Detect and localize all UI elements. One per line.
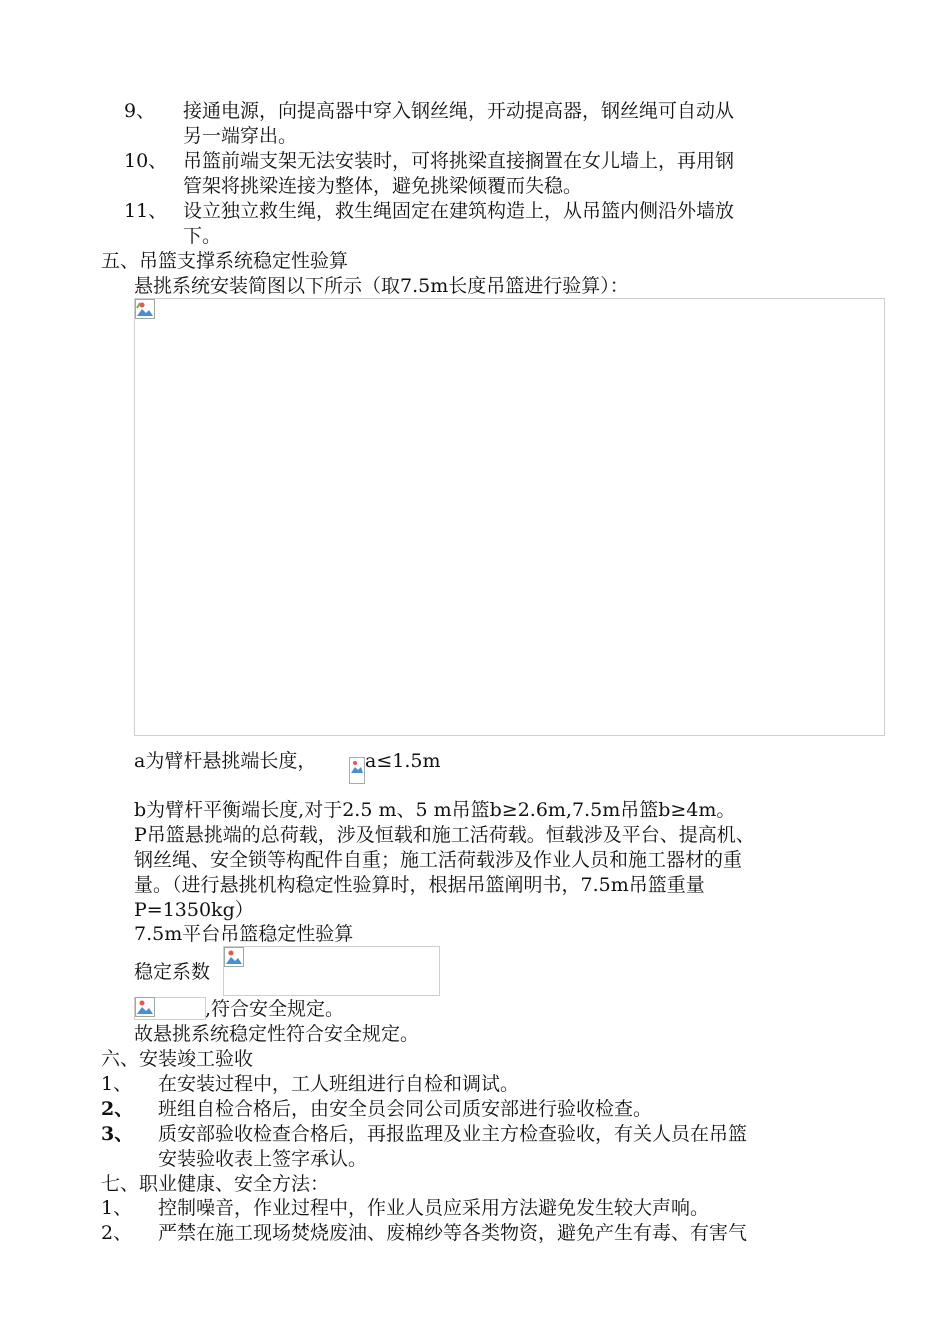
paragraph: P=1350kg） xyxy=(134,899,254,921)
figure-frame xyxy=(134,298,885,736)
paragraph: a为臂杆悬挑端长度， xyxy=(134,750,317,772)
list-text: 吊篮前端支架无法安装时，可将挑梁直接搁置在女儿墙上，再用钢 xyxy=(183,150,735,172)
list-number: 1、 xyxy=(101,1197,133,1219)
section-heading: 五、吊篮支撑系统稳定性验算 xyxy=(101,250,349,272)
paragraph: b为臂杆平衡端长度,对于2.5 m、5 m吊篮b≥2.6m,7.5m吊篮b≥4m。 xyxy=(134,799,736,821)
paragraph: 钢丝绳、安全锁等构配件自重；施工活荷载涉及作业人员和施工器材的重 xyxy=(134,849,743,871)
list-number: 10、 xyxy=(124,150,168,172)
broken-image-icon xyxy=(349,757,365,784)
list-number: 2、 xyxy=(101,1222,133,1244)
list-number: 3、 xyxy=(101,1123,134,1145)
list-number: 2、 xyxy=(101,1098,134,1120)
list-text: 严禁在施工现场焚烧废油、废棉纱等各类物资，避免产生有毒、有害气 xyxy=(158,1222,748,1244)
paragraph: a≤1.5m xyxy=(365,750,441,772)
list-text: 班组自检合格后，由安全员会同公司质安部进行验收检查。 xyxy=(158,1098,653,1120)
list-text: 安装验收表上签字承认。 xyxy=(158,1148,368,1170)
paragraph: 稳定系数 xyxy=(134,961,211,983)
list-number: 1、 xyxy=(101,1073,133,1095)
list-number: 11、 xyxy=(124,200,168,222)
section-heading: 六、安装竣工验收 xyxy=(101,1048,254,1070)
broken-image-icon xyxy=(224,947,244,967)
section-heading: 七、职业健康、安全方法： xyxy=(101,1173,330,1195)
list-number: 9、 xyxy=(124,100,156,122)
paragraph: 7.5m平台吊篮稳定性验算 xyxy=(134,923,354,945)
list-text: 接通电源，向提高器中穿入钢丝绳，开动提高器，钢丝绳可自动从 xyxy=(183,100,735,122)
paragraph: ,符合安全规定。 xyxy=(205,998,345,1020)
paragraph: 量。（进行悬挑机构稳定性验算时，根据吊篮阐明书，7.5m吊篮重量 xyxy=(134,874,705,896)
list-text: 另一端穿出。 xyxy=(183,125,298,147)
paragraph: 悬挑系统安装简图以下所示（取7.5m长度吊篮进行验算）： xyxy=(134,275,629,297)
list-text: 管架将挑梁连接为整体，避免挑梁倾覆而失稳。 xyxy=(183,175,583,197)
paragraph: 故悬挑系统稳定性符合安全规定。 xyxy=(134,1023,420,1045)
broken-image-icon xyxy=(135,299,155,319)
list-text: 下。 xyxy=(183,225,222,247)
list-text: 质安部验收检查合格后，再报监理及业主方检查验收，有关人员在吊篮 xyxy=(158,1123,748,1145)
list-text: 在安装过程中，工人班组进行自检和调试。 xyxy=(158,1073,520,1095)
list-text: 设立独立救生绳，救生绳固定在建筑构造上，从吊篮内侧沿外墙放 xyxy=(183,200,735,222)
formula-frame xyxy=(223,946,440,996)
broken-image-icon xyxy=(135,997,155,1017)
paragraph: P吊篮悬挑端的总荷载，涉及恒载和施工活荷载。恒载涉及平台、提高机、 xyxy=(134,824,755,846)
list-text: 控制噪音，作业过程中，作业人员应采用方法避免发生较大声响。 xyxy=(158,1197,710,1219)
